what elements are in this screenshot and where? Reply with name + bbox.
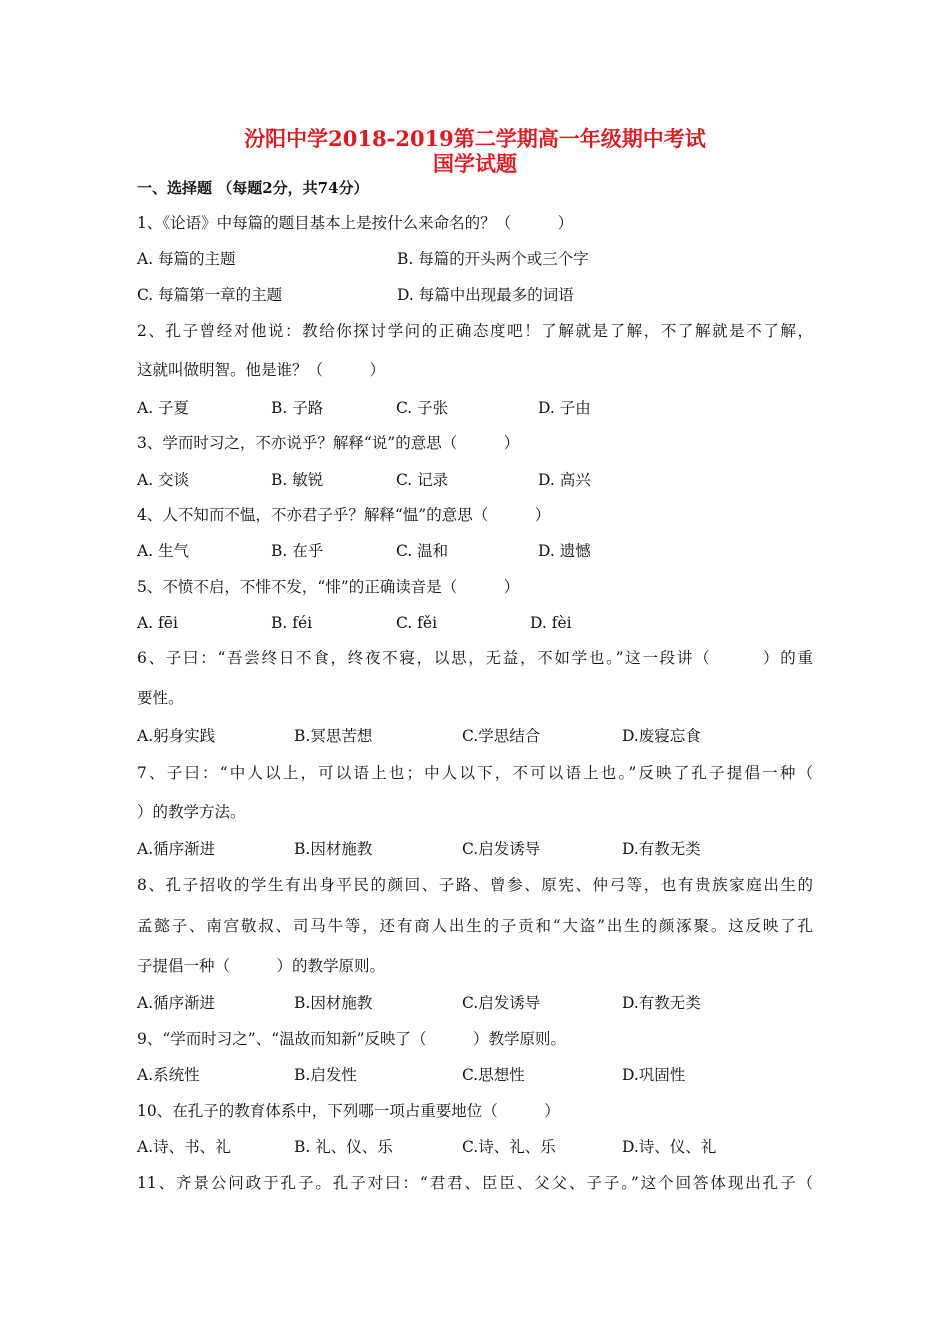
option-a: A. 生气 bbox=[137, 542, 190, 560]
question-stem: 7、子曰：“中人以上，可以语上也；中人以下，不可以语上也。”反映了孔子提倡一种（ bbox=[137, 764, 813, 782]
option-b: B. 子路 bbox=[271, 399, 324, 417]
option-b: B. 每篇的开头两个或三个字 bbox=[397, 250, 589, 268]
option-a: A.诗、书、礼 bbox=[137, 1138, 231, 1156]
option-b: B. féi bbox=[271, 614, 313, 632]
option-a: A.躬身实践 bbox=[137, 727, 216, 745]
question-stem-cont: 子提倡一种（ ）的教学原则。 bbox=[137, 957, 386, 975]
option-a: A.循序渐进 bbox=[137, 840, 216, 858]
question-stem: 6、子曰：“吾尝终日不食，终夜不寝，以思，无益，不如学也。”这一段讲（ ）的重 bbox=[137, 649, 813, 667]
option-d: D. 高兴 bbox=[538, 471, 591, 489]
question-stem-cont: ）的教学方法。 bbox=[137, 803, 246, 821]
option-d: D. 每篇中出现最多的词语 bbox=[397, 286, 574, 304]
option-b: B. 敏锐 bbox=[271, 471, 324, 489]
option-d: D. 子由 bbox=[538, 399, 591, 417]
option-c: C. fěi bbox=[396, 614, 438, 632]
option-a: A.系统性 bbox=[137, 1066, 200, 1084]
section-heading: 一、选择题 （每题2分，共74分） bbox=[137, 179, 369, 197]
option-d: D.有教无类 bbox=[622, 840, 701, 858]
option-a: A. 子夏 bbox=[137, 399, 190, 417]
option-c: C.诗、礼、乐 bbox=[462, 1138, 556, 1156]
option-c: C. 温和 bbox=[396, 542, 449, 560]
question-stem-cont: 这就叫做明智。他是谁？（ ） bbox=[137, 361, 386, 379]
question-stem: 11、齐景公问政于孔子。孔子对曰：“君君、臣臣、父父、子子。”这个回答体现出孔子（ bbox=[137, 1174, 813, 1192]
option-b: B. 礼、仪、乐 bbox=[294, 1138, 393, 1156]
option-a: A. fēi bbox=[137, 614, 178, 632]
option-d: D.诗、仪、礼 bbox=[622, 1138, 717, 1156]
option-d: D.巩固性 bbox=[622, 1066, 686, 1084]
question-stem-cont: 要性。 bbox=[137, 689, 184, 707]
option-a: A.循序渐进 bbox=[137, 994, 216, 1012]
option-b: B.冥思苦想 bbox=[294, 727, 373, 745]
question-stem-cont: 孟懿子、南宫敬叔、司马牛等，还有商人出生的子贡和“大盗”出生的颜涿聚。这反映了孔 bbox=[137, 917, 813, 935]
option-d: D.有教无类 bbox=[622, 994, 701, 1012]
option-b: B.因材施教 bbox=[294, 994, 373, 1012]
question-stem: 1、《论语》中每篇的题目基本上是按什么来命名的？（ ） bbox=[137, 214, 574, 232]
question-stem: 10、在孔子的教育体系中，下列哪一项占重要地位（ ） bbox=[137, 1102, 560, 1120]
question-stem: 5、不愤不启，不悱不发，“悱”的正确读音是（ ） bbox=[137, 578, 520, 596]
option-c: C. 子张 bbox=[396, 399, 449, 417]
option-b: B.启发性 bbox=[294, 1066, 357, 1084]
option-c: C.思想性 bbox=[462, 1066, 525, 1084]
option-c: C.启发诱导 bbox=[462, 994, 541, 1012]
option-d: D. 遗憾 bbox=[538, 542, 591, 560]
exam-subtitle: 国学试题 bbox=[433, 151, 517, 176]
question-stem: 4、人不知而不愠，不亦君子乎？解释“愠”的意思（ ） bbox=[137, 506, 551, 524]
option-d: D. fèi bbox=[530, 614, 572, 632]
question-stem: 8、孔子招收的学生有出身平民的颜回、子路、曾参、原宪、仲弓等，也有贵族家庭出生的 bbox=[137, 876, 813, 894]
option-c: C. 每篇第一章的主题 bbox=[137, 286, 283, 304]
option-c: C.学思结合 bbox=[462, 727, 541, 745]
option-b: B.因材施教 bbox=[294, 840, 373, 858]
question-stem: 3、学而时习之，不亦说乎？解释“说”的意思（ ） bbox=[137, 434, 520, 452]
question-stem: 2、孔子曾经对他说：教给你探讨学问的正确态度吧！了解就是了解，不了解就是不了解， bbox=[137, 322, 813, 340]
option-a: A. 交谈 bbox=[137, 471, 190, 489]
option-d: D.废寝忘食 bbox=[622, 727, 701, 745]
option-c: C.启发诱导 bbox=[462, 840, 541, 858]
exam-title: 汾阳中学2018-2019第二学期高一年级期中考试 bbox=[244, 126, 706, 151]
option-b: B. 在乎 bbox=[271, 542, 324, 560]
option-a: A. 每篇的主题 bbox=[137, 250, 236, 268]
question-stem: 9、“学而时习之”、“温故而知新”反映了（ ）教学原则。 bbox=[137, 1030, 567, 1048]
option-c: C. 记录 bbox=[396, 471, 449, 489]
